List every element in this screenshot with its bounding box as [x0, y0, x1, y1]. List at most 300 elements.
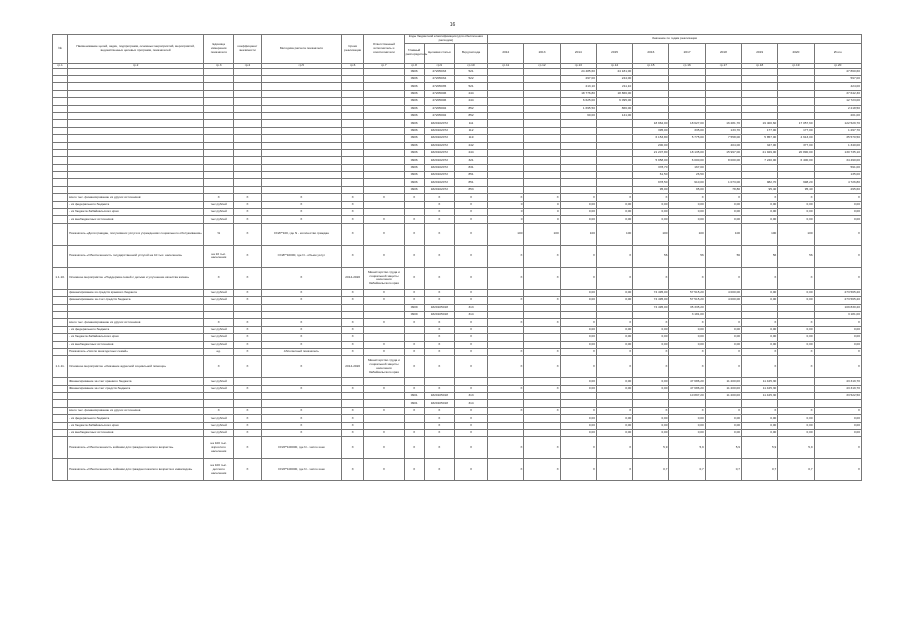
row-gras: 0906: [404, 75, 424, 82]
row-deadline: [342, 120, 364, 127]
row-year-value: X: [560, 194, 596, 201]
row-method: I=N/P*10000, где N - объем услуг: [261, 245, 342, 267]
row-exp-type: 321: [454, 157, 487, 164]
row-name: [68, 90, 204, 97]
row-year-value: [596, 311, 632, 318]
row-name: [68, 68, 204, 75]
row-year-value: [669, 400, 705, 407]
row-year-value: 0,7: [705, 459, 741, 481]
table-row: [53, 385, 862, 392]
row-year-value: 0,00: [742, 341, 778, 348]
row-year-value: [778, 68, 814, 75]
row-total: 0,00: [814, 422, 861, 429]
row-year-value: 24 485,60: [560, 68, 596, 75]
row-method: X: [261, 297, 342, 304]
row-unit: тыс.рублей: [204, 297, 234, 304]
row-year-value: [669, 90, 705, 97]
row-name: [68, 112, 204, 119]
row-year-value: X: [560, 356, 596, 378]
row-total: 47 860,60: [814, 68, 861, 75]
row-method: X: [261, 341, 342, 348]
row-name: Показатель «Обеспеченность койками для граждан пожилого возраста и инвалидов»: [68, 459, 204, 481]
row-year-value: 0,7: [633, 459, 669, 481]
row-year-value: 95,40: [742, 186, 778, 193]
row-deadline: X: [342, 407, 364, 414]
row-year-value: X: [596, 437, 632, 459]
row-exp-type: X: [454, 245, 487, 267]
row-deadline: [342, 179, 364, 186]
row-total: X: [814, 194, 861, 201]
state-program-table: [52, 34, 862, 481]
row-coef: [234, 135, 261, 142]
row-name: [68, 105, 204, 112]
row-exp-type: X: [454, 194, 487, 201]
row-year-value: X: [524, 459, 560, 481]
row-year-value: 0,00: [778, 422, 814, 429]
row-coef: [234, 68, 261, 75]
row-target: X: [424, 297, 454, 304]
row-year-value: 100: [778, 223, 814, 245]
row-method: [261, 127, 342, 134]
row-name: [68, 186, 204, 193]
row-responsible: X: [364, 430, 404, 437]
row-year-value: [524, 157, 560, 164]
row-target: X: [424, 437, 454, 459]
row-exp-type: X: [454, 430, 487, 437]
row-year-value: 0,00: [596, 378, 632, 385]
row-coef: [234, 179, 261, 186]
row-year-value: 297,00: [560, 75, 596, 82]
row-exp-type: 521: [454, 68, 487, 75]
row-gras: X: [404, 341, 424, 348]
row-coef: X: [234, 245, 261, 267]
row-deadline: [342, 172, 364, 179]
row-coef: X: [234, 201, 261, 208]
row-year-value: 0,00: [669, 209, 705, 216]
row-coef: [234, 164, 261, 171]
row-method: [261, 112, 342, 119]
row-year-value: X: [560, 459, 596, 481]
row-year-value: [560, 142, 596, 149]
row-year-value: X: [524, 245, 560, 267]
row-responsible: X: [364, 194, 404, 201]
row-year-value: 100: [669, 223, 705, 245]
row-year-value: [524, 105, 560, 112]
row-responsible: [364, 186, 404, 193]
row-deadline: X: [342, 209, 364, 216]
row-year-value: 4 000,00: [705, 297, 741, 304]
row-year-value: 213,10: [560, 83, 596, 90]
row-coef: [234, 83, 261, 90]
row-method: X: [261, 385, 342, 392]
row-year-value: 5,9: [742, 437, 778, 459]
column-number: гр.17: [705, 63, 741, 68]
row-year-value: X: [742, 348, 778, 355]
row-gras: 0906: [404, 135, 424, 142]
table-row: [53, 267, 862, 289]
header-year: 2017: [669, 43, 705, 63]
row-name: финансирование из средств краевого бюджета: [68, 289, 204, 296]
row-number: [53, 400, 68, 407]
header-year: 2013: [524, 43, 560, 63]
row-responsible: [364, 209, 404, 216]
row-year-value: X: [705, 194, 741, 201]
row-year-value: 141,00: [596, 112, 632, 119]
row-year-value: [778, 385, 814, 392]
row-target: 1820105018: [424, 400, 454, 407]
row-unit: на 100 тыс. детского населения: [204, 459, 234, 481]
row-year-value: 0,00: [778, 297, 814, 304]
row-coef: X: [234, 194, 261, 201]
row-method: X: [261, 430, 342, 437]
row-gras: X: [404, 430, 424, 437]
row-target: X: [424, 407, 454, 414]
row-responsible: [364, 304, 404, 311]
row-year-value: X: [778, 267, 814, 289]
row-year-value: [596, 142, 632, 149]
row-total: 1 297,70: [814, 127, 861, 134]
row-year-value: 0,00: [596, 385, 632, 392]
row-exp-type: 242: [454, 142, 487, 149]
row-unit: [204, 90, 234, 97]
column-number: гр.15: [633, 63, 669, 68]
row-year-value: 0,00: [742, 430, 778, 437]
row-deadline: [342, 186, 364, 193]
row-year-value: [633, 112, 669, 119]
row-year-value: 0,00: [778, 334, 814, 341]
row-year-value: [560, 311, 596, 318]
row-year-value: 167,00: [669, 164, 705, 171]
row-year-value: 5,9: [705, 437, 741, 459]
table-row: [53, 201, 862, 208]
row-coef: [234, 90, 261, 97]
row-number: [53, 201, 68, 208]
column-number: гр.16: [669, 63, 705, 68]
row-coef: X: [234, 437, 261, 459]
row-gras: 0906: [404, 142, 424, 149]
row-target: 1820102072: [424, 164, 454, 171]
row-total: 273 565,20: [814, 289, 861, 296]
row-year-value: 133,70: [705, 127, 741, 134]
row-gras: 0906: [404, 105, 424, 112]
row-year-value: [524, 83, 560, 90]
row-method: Абсолютный показатель: [261, 348, 342, 355]
row-total: X: [814, 348, 861, 355]
row-exp-type: X: [454, 385, 487, 392]
row-unit: тыс.рублей: [204, 422, 234, 429]
row-unit: тыс.рублей: [204, 209, 234, 216]
row-unit: ед.: [204, 348, 234, 355]
row-gras: X: [404, 385, 424, 392]
row-year-value: 335,00: [669, 127, 705, 134]
row-year-value: 11 200,00: [705, 393, 741, 400]
row-year-value: 982,70: [742, 179, 778, 186]
row-year-value: [488, 68, 524, 75]
column-number: гр.6: [342, 63, 364, 68]
row-name: Основное мероприятие «Поддержка семей с детьми и улучшение качества жизни»: [68, 267, 204, 289]
row-year-value: [778, 400, 814, 407]
row-year-value: 0,00: [596, 216, 632, 223]
row-year-value: 56: [742, 245, 778, 267]
table-row: [53, 356, 862, 378]
table-row: [53, 297, 862, 304]
row-responsible: [364, 149, 404, 156]
row-year-value: [524, 186, 560, 193]
header-target: Целевая статья: [424, 43, 454, 63]
row-responsible: X: [364, 289, 404, 296]
row-gras: X: [404, 223, 424, 245]
row-year-value: [488, 105, 524, 112]
row-year-value: 16 281,70: [705, 120, 741, 127]
row-year-value: [742, 75, 778, 82]
row-year-value: [488, 393, 524, 400]
row-method: [261, 186, 342, 193]
row-deadline: [342, 142, 364, 149]
table-row: [53, 164, 862, 171]
row-responsible: [364, 135, 404, 142]
row-year-value: [524, 127, 560, 134]
row-unit: [204, 98, 234, 105]
row-year-value: 24 181,00: [596, 68, 632, 75]
row-gras: X: [404, 245, 424, 267]
row-target: 47205034: [424, 75, 454, 82]
row-exp-type: X: [454, 356, 487, 378]
row-year-value: [633, 105, 669, 112]
header-values-by-year: Значение по годам реализации: [488, 35, 862, 44]
header-deadline: Сроки реализации: [342, 35, 364, 64]
row-year-value: [488, 127, 524, 134]
row-total: 2 218,50: [814, 105, 861, 112]
row-deadline: [342, 393, 364, 400]
table-row: [53, 83, 862, 90]
row-unit: X: [204, 356, 234, 378]
table-row: [53, 334, 862, 341]
row-year-value: [778, 164, 814, 171]
row-year-value: X: [524, 385, 560, 392]
row-target: 1820102072: [424, 179, 454, 186]
row-year-value: [560, 179, 596, 186]
row-year-value: [488, 378, 524, 385]
row-deadline: [342, 149, 364, 156]
row-responsible: [364, 68, 404, 75]
row-unit: [204, 393, 234, 400]
row-gras: 0906: [404, 112, 424, 119]
row-year-value: 95,00: [633, 186, 669, 193]
row-year-value: [596, 164, 632, 171]
row-gras: 0906: [404, 149, 424, 156]
row-method: [261, 172, 342, 179]
row-year-value: [488, 164, 524, 171]
row-target: 1820102072: [424, 186, 454, 193]
row-unit: [204, 75, 234, 82]
row-total: 135,00: [814, 172, 861, 179]
row-year-value: 26,50: [669, 172, 705, 179]
row-year-value: [596, 400, 632, 407]
row-gras: 0906: [404, 157, 424, 164]
row-total: X: [814, 319, 861, 326]
row-coef: X: [234, 326, 261, 333]
row-responsible: [364, 98, 404, 105]
row-method: [261, 157, 342, 164]
row-year-value: 0,00: [778, 216, 814, 223]
row-year-value: 0,00: [596, 326, 632, 333]
row-gras: X: [404, 194, 424, 201]
row-year-value: 0,00: [705, 415, 741, 422]
row-exp-type: X: [454, 319, 487, 326]
row-year-value: 0,00: [778, 209, 814, 216]
row-unit: X: [204, 194, 234, 201]
row-year-value: [488, 112, 524, 119]
row-deadline: X: [342, 245, 364, 267]
table-row: [53, 289, 862, 296]
table-row: [53, 98, 862, 105]
row-exp-type: X: [454, 348, 487, 355]
row-year-value: [488, 179, 524, 186]
row-target: 1820105018: [424, 304, 454, 311]
row-exp-type: 851: [454, 179, 487, 186]
row-target: X: [424, 267, 454, 289]
row-exp-type: X: [454, 216, 487, 223]
row-year-value: [705, 164, 741, 171]
row-year-value: 378,70: [633, 164, 669, 171]
row-coef: X: [234, 297, 261, 304]
row-year-value: 100: [560, 223, 596, 245]
row-year-value: [742, 83, 778, 90]
column-number: гр.13: [560, 63, 596, 68]
row-year-value: X: [524, 319, 560, 326]
row-year-value: X: [669, 194, 705, 201]
row-year-value: 0,00: [560, 378, 596, 385]
row-year-value: 0,00: [705, 216, 741, 223]
row-unit: тыс.рублей: [204, 415, 234, 422]
table-row: [53, 135, 862, 142]
row-year-value: [705, 98, 741, 105]
row-year-value: X: [560, 267, 596, 289]
row-year-value: 3 181,00: [669, 311, 705, 318]
row-year-value: X: [742, 194, 778, 201]
row-coef: [234, 186, 261, 193]
row-year-value: X: [488, 348, 524, 355]
row-method: X: [261, 415, 342, 422]
row-year-value: 0,00: [705, 209, 741, 216]
row-year-value: [742, 172, 778, 179]
row-year-value: [778, 105, 814, 112]
row-year-value: 0,00: [560, 415, 596, 422]
row-responsible: X: [364, 385, 404, 392]
row-method: X: [261, 209, 342, 216]
row-responsible: [364, 422, 404, 429]
header-year-total: Итого: [814, 43, 861, 63]
row-year-value: 0,00: [560, 201, 596, 208]
row-method: [261, 120, 342, 127]
row-year-value: 395,00: [633, 127, 669, 134]
row-year-value: [596, 120, 632, 127]
row-year-value: [778, 304, 814, 311]
header-unit: Единица измерения показателя: [204, 35, 234, 64]
row-year-value: 0,00: [669, 430, 705, 437]
row-year-value: X: [633, 356, 669, 378]
row-name: всего тыс. финансирование из других источников: [68, 319, 204, 326]
row-name: всего тыс. финансирование из других источников:: [68, 194, 204, 201]
row-gras: 0906: [404, 186, 424, 193]
row-total: [814, 400, 861, 407]
table-row: [53, 216, 862, 223]
row-year-value: 0,00: [705, 341, 741, 348]
row-coef: [234, 112, 261, 119]
row-year-value: [560, 120, 596, 127]
row-deadline: X: [342, 348, 364, 355]
row-year-value: 0,00: [560, 289, 596, 296]
row-year-value: [633, 98, 669, 105]
row-gras: X: [404, 407, 424, 414]
row-gras: 0906: [404, 98, 424, 105]
row-year-value: [742, 400, 778, 407]
row-year-value: 0,00: [560, 385, 596, 392]
row-year-value: X: [596, 319, 632, 326]
row-deadline: [342, 378, 364, 385]
row-year-value: 20 890,00: [778, 149, 814, 156]
row-name: Финансирование за счет средств бюджета: [68, 385, 204, 392]
row-year-value: 910,00: [669, 179, 705, 186]
row-year-value: 0,00: [596, 289, 632, 296]
table-row: [53, 430, 862, 437]
row-year-value: 6 153,80: [633, 135, 669, 142]
row-total: 597,00: [814, 75, 861, 82]
header-coef: коэффициент значимости: [234, 35, 261, 64]
row-year-value: 0,00: [596, 297, 632, 304]
row-exp-type: 244: [454, 90, 487, 97]
table-row: [53, 459, 862, 481]
row-target: 1820105018: [424, 393, 454, 400]
row-exp-type: 112: [454, 127, 487, 134]
row-year-value: 11 200,00: [705, 378, 741, 385]
row-name: Финансирование за счет краевого бюджета: [68, 378, 204, 385]
row-coef: [234, 98, 261, 105]
row-year-value: 18 135,00: [669, 149, 705, 156]
row-year-value: 0,00: [669, 422, 705, 429]
row-year-value: 347,00: [742, 142, 778, 149]
row-responsible: [364, 142, 404, 149]
row-unit: X: [204, 407, 234, 414]
row-method: X: [261, 267, 342, 289]
row-name: - из федерального бюджета: [68, 326, 204, 333]
row-year-value: 0,00: [633, 341, 669, 348]
row-total: 201,00: [814, 112, 861, 119]
row-name: [68, 393, 204, 400]
row-number: [53, 341, 68, 348]
header-responsible: Ответственный исполнитель и соисполнители: [364, 35, 404, 64]
column-number: гр.19: [778, 63, 814, 68]
row-year-value: 4 000,00: [705, 289, 741, 296]
row-year-value: [524, 112, 560, 119]
row-exp-type: X: [454, 326, 487, 333]
row-number: [53, 112, 68, 119]
row-target: 47205006: [424, 90, 454, 97]
row-target: 47205002: [424, 105, 454, 112]
row-name: [68, 127, 204, 134]
row-unit: тыс.рублей: [204, 378, 234, 385]
row-year-value: 0,00: [705, 201, 741, 208]
row-year-value: 0,00: [742, 326, 778, 333]
row-total: X: [814, 437, 861, 459]
row-year-value: [669, 98, 705, 105]
row-year-value: X: [560, 407, 596, 414]
row-year-value: 0,7: [742, 459, 778, 481]
row-year-value: [633, 83, 669, 90]
row-year-value: X: [596, 459, 632, 481]
row-target: 47205033: [424, 68, 454, 75]
row-method: [261, 105, 342, 112]
